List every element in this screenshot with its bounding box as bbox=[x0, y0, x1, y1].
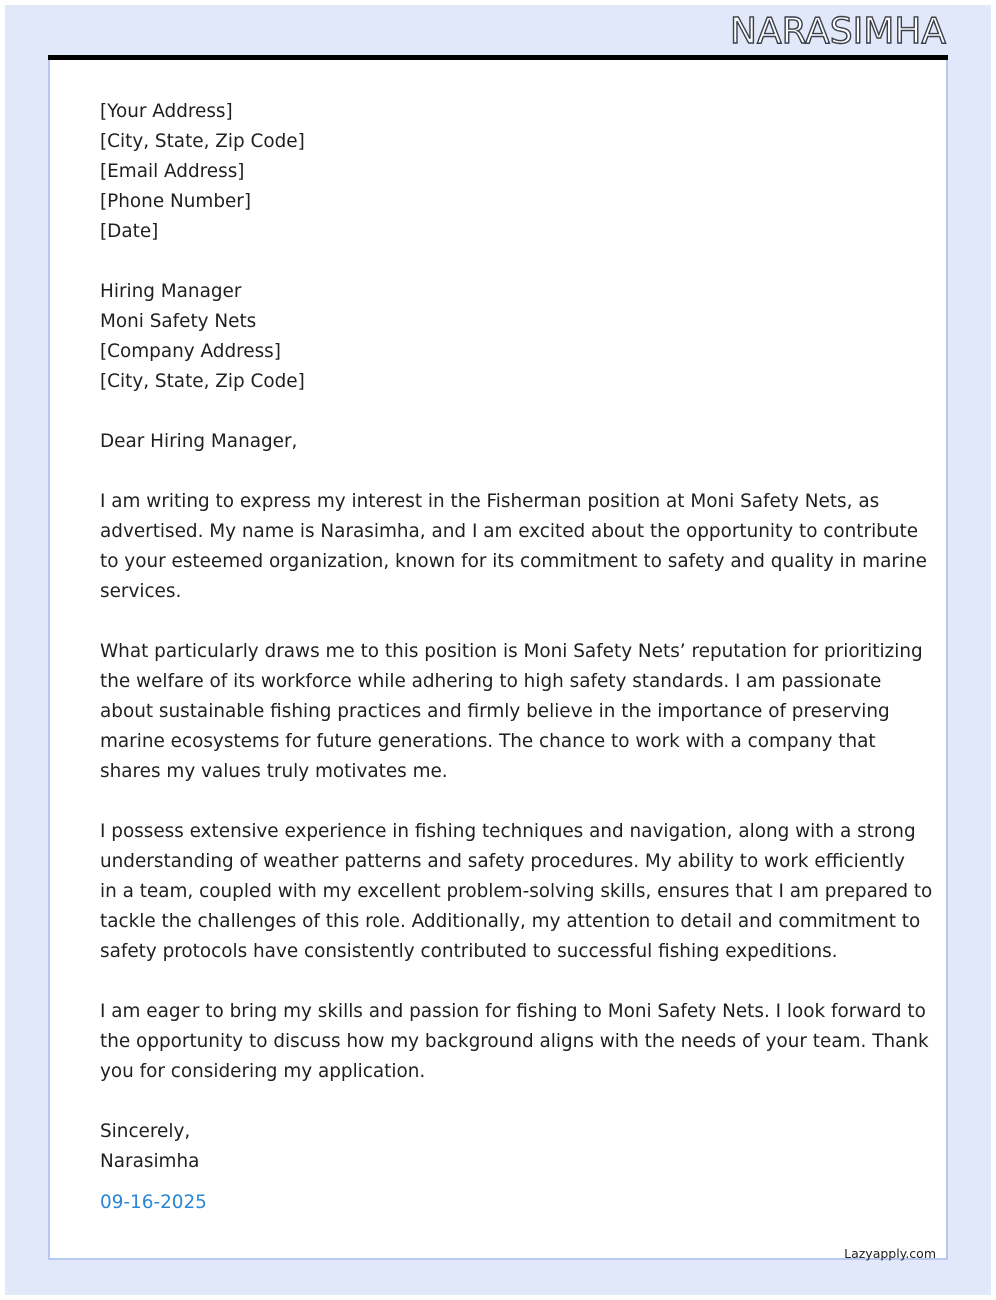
spacer bbox=[100, 397, 900, 427]
paragraph-line: in a team, coupled with my excellent problem-solving skills, ensures that I am prepared to bbox=[100, 881, 933, 902]
paragraph-line: I am writing to express my interest in the Fisherman position at Moni Safety Nets, as bbox=[100, 491, 880, 512]
paragraph-line: to your esteemed organization, known for its commitment to safety and quality in marine bbox=[100, 551, 927, 572]
body-paragraph-2 bbox=[100, 637, 923, 787]
paragraph-line: you for considering my application. bbox=[100, 1061, 426, 1082]
sender-city-state-zip: [City, State, Zip Code] bbox=[100, 131, 305, 152]
paragraph-line: tackle the challenges of this role. Additionally, my attention to detail and commitment to bbox=[100, 911, 921, 932]
letter-body bbox=[100, 97, 933, 1177]
paragraph-line: I am eager to bring my skills and passion for fishing to Moni Safety Nets. I look forward to bbox=[100, 1001, 926, 1022]
paragraph-line: marine ecosystems for future generations. The chance to work with a company that bbox=[100, 731, 876, 752]
body-paragraph-3 bbox=[100, 817, 933, 967]
signature-name: Narasimha bbox=[100, 1151, 200, 1172]
paragraph-line: the welfare of its workforce while adhering to high safety standards. I am passionate bbox=[100, 671, 882, 692]
sender-email: [Email Address] bbox=[100, 161, 245, 182]
recipient-block bbox=[100, 277, 900, 397]
paragraph-line: I possess extensive experience in fishing techniques and navigation, along with a strong bbox=[100, 821, 916, 842]
paragraph-line: understanding of weather patterns and safety procedures. My ability to work efficiently bbox=[100, 851, 905, 872]
sender-block bbox=[100, 97, 900, 247]
paragraph-line: safety protocols have consistently contributed to successful fishing expeditions. bbox=[100, 941, 838, 962]
sender-address: [Your Address] bbox=[100, 101, 233, 122]
sender-date: [Date] bbox=[100, 221, 159, 242]
body-paragraph-1 bbox=[100, 487, 927, 607]
recipient-title: Hiring Manager bbox=[100, 281, 242, 302]
paragraph-line: shares my values truly motivates me. bbox=[100, 761, 448, 782]
paragraph-line: advertised. My name is Narasimha, and I am excited about the opportunity to contribute bbox=[100, 521, 919, 542]
paragraph-line: services. bbox=[100, 581, 182, 602]
paragraph-line: What particularly draws me to this position is Moni Safety Nets’ reputation for prioritizing bbox=[100, 641, 923, 662]
paragraph-line: about sustainable fishing practices and firmly believe in the importance of preserving bbox=[100, 701, 890, 722]
spacer bbox=[100, 967, 900, 997]
watermark: Lazyapply.com bbox=[844, 1246, 936, 1261]
header-rule bbox=[48, 55, 948, 60]
spacer bbox=[100, 607, 900, 637]
header-name: NARASIMHA bbox=[730, 11, 946, 52]
sender-phone: [Phone Number] bbox=[100, 191, 252, 212]
recipient-address: [Company Address] bbox=[100, 341, 281, 362]
paragraph-line: the opportunity to discuss how my background aligns with the needs of your team. Thank bbox=[100, 1031, 929, 1052]
salutation: Dear Hiring Manager, bbox=[100, 431, 298, 452]
body-paragraph-4 bbox=[100, 997, 929, 1087]
spacer bbox=[100, 1087, 900, 1117]
letter-date: 09-16-2025 bbox=[100, 1192, 207, 1213]
spacer bbox=[100, 247, 900, 277]
spacer bbox=[100, 457, 900, 487]
closing-block bbox=[100, 1117, 900, 1177]
recipient-company: Moni Safety Nets bbox=[100, 311, 257, 332]
recipient-city-state-zip: [City, State, Zip Code] bbox=[100, 371, 305, 392]
spacer bbox=[100, 787, 900, 817]
valediction: Sincerely, bbox=[100, 1121, 191, 1142]
